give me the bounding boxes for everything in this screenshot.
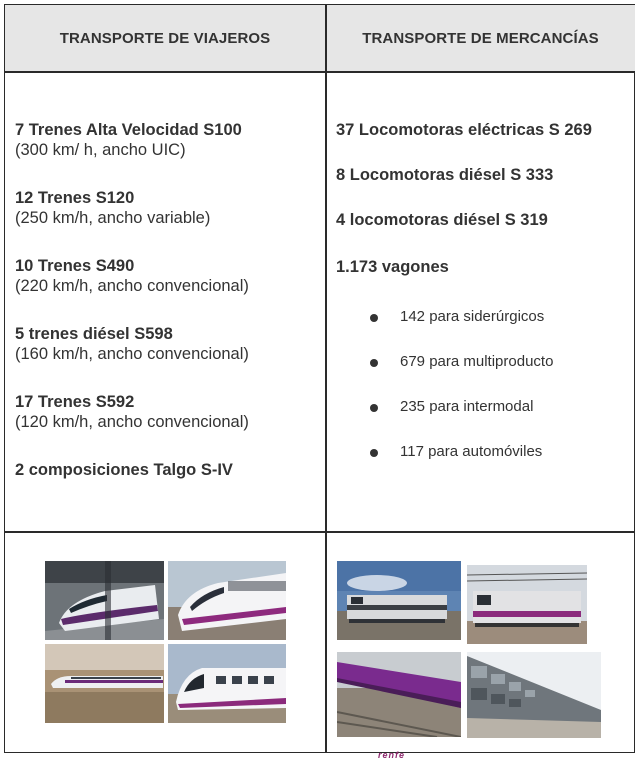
viajeros-item-detail: (120 km/h, ancho convencional) — [15, 413, 249, 431]
mercancias-list — [336, 72, 626, 531]
renfe-logo: renfe — [378, 750, 406, 760]
vagon-item: 679 para multiproducto — [400, 353, 554, 370]
header-viajeros: TRANSPORTE DE VIAJEROS — [5, 5, 325, 71]
viajeros-item-title: 17 Trenes S592 — [15, 393, 135, 411]
viajeros-item-title: 7 Trenes Alta Velocidad S100 — [15, 121, 242, 139]
viajeros-item — [15, 256, 249, 296]
fleet-table — [4, 4, 635, 753]
vagon-item: 142 para siderúrgicos — [400, 308, 545, 325]
viajeros-item — [15, 188, 210, 228]
viajeros-item-detail: (220 km/h, ancho convencional) — [15, 277, 249, 295]
vagon-item: 117 para automóviles — [400, 443, 543, 460]
mercancias-item: 1.173 vagones — [336, 258, 449, 276]
viajeros-item-detail: (250 km/h, ancho variable) — [15, 209, 211, 227]
bullet-icon — [370, 314, 378, 322]
viajeros-list — [15, 72, 315, 531]
mercancias-item: 4 locomotoras diésel S 319 — [336, 211, 548, 229]
diesel-locomotive-photo — [337, 561, 461, 640]
mercancias-item: 37 Locomotoras eléctricas S 269 — [336, 121, 592, 139]
white-purple-train-photo — [168, 561, 286, 640]
viajeros-item-detail: (160 km/h, ancho convencional) — [15, 345, 249, 363]
viajeros-item — [15, 120, 242, 160]
viajeros-item — [15, 392, 249, 432]
viajeros-item — [15, 324, 249, 364]
viajeros-item — [15, 460, 233, 480]
viajeros-item-title: 2 composiciones Talgo S-IV — [15, 461, 233, 479]
mercancias-item: 8 Locomotoras diésel S 333 — [336, 166, 554, 184]
high-speed-train-photo — [45, 561, 164, 640]
viajeros-item-title: 5 trenes diésel S598 — [15, 325, 173, 343]
column-divider — [325, 5, 327, 752]
electric-locomotive-photo — [467, 565, 587, 644]
car-carrier-wagons-photo — [467, 652, 601, 738]
purple-wagons-photo — [337, 652, 461, 737]
bullet-icon — [370, 449, 378, 457]
photos-divider — [5, 531, 634, 533]
viajeros-item-title: 12 Trenes S120 — [15, 189, 135, 207]
viajeros-item-title: 10 Trenes S490 — [15, 257, 135, 275]
vagon-item: 235 para intermodal — [400, 398, 534, 415]
talgo-train-photo — [45, 644, 164, 723]
header-mercancias: TRANSPORTE DE MERCANCÍAS — [327, 5, 635, 71]
viajeros-item-detail: (300 km/ h, ancho UIC) — [15, 141, 186, 159]
bullet-icon — [370, 359, 378, 367]
regional-train-photo — [168, 644, 286, 723]
bullet-icon — [370, 404, 378, 412]
